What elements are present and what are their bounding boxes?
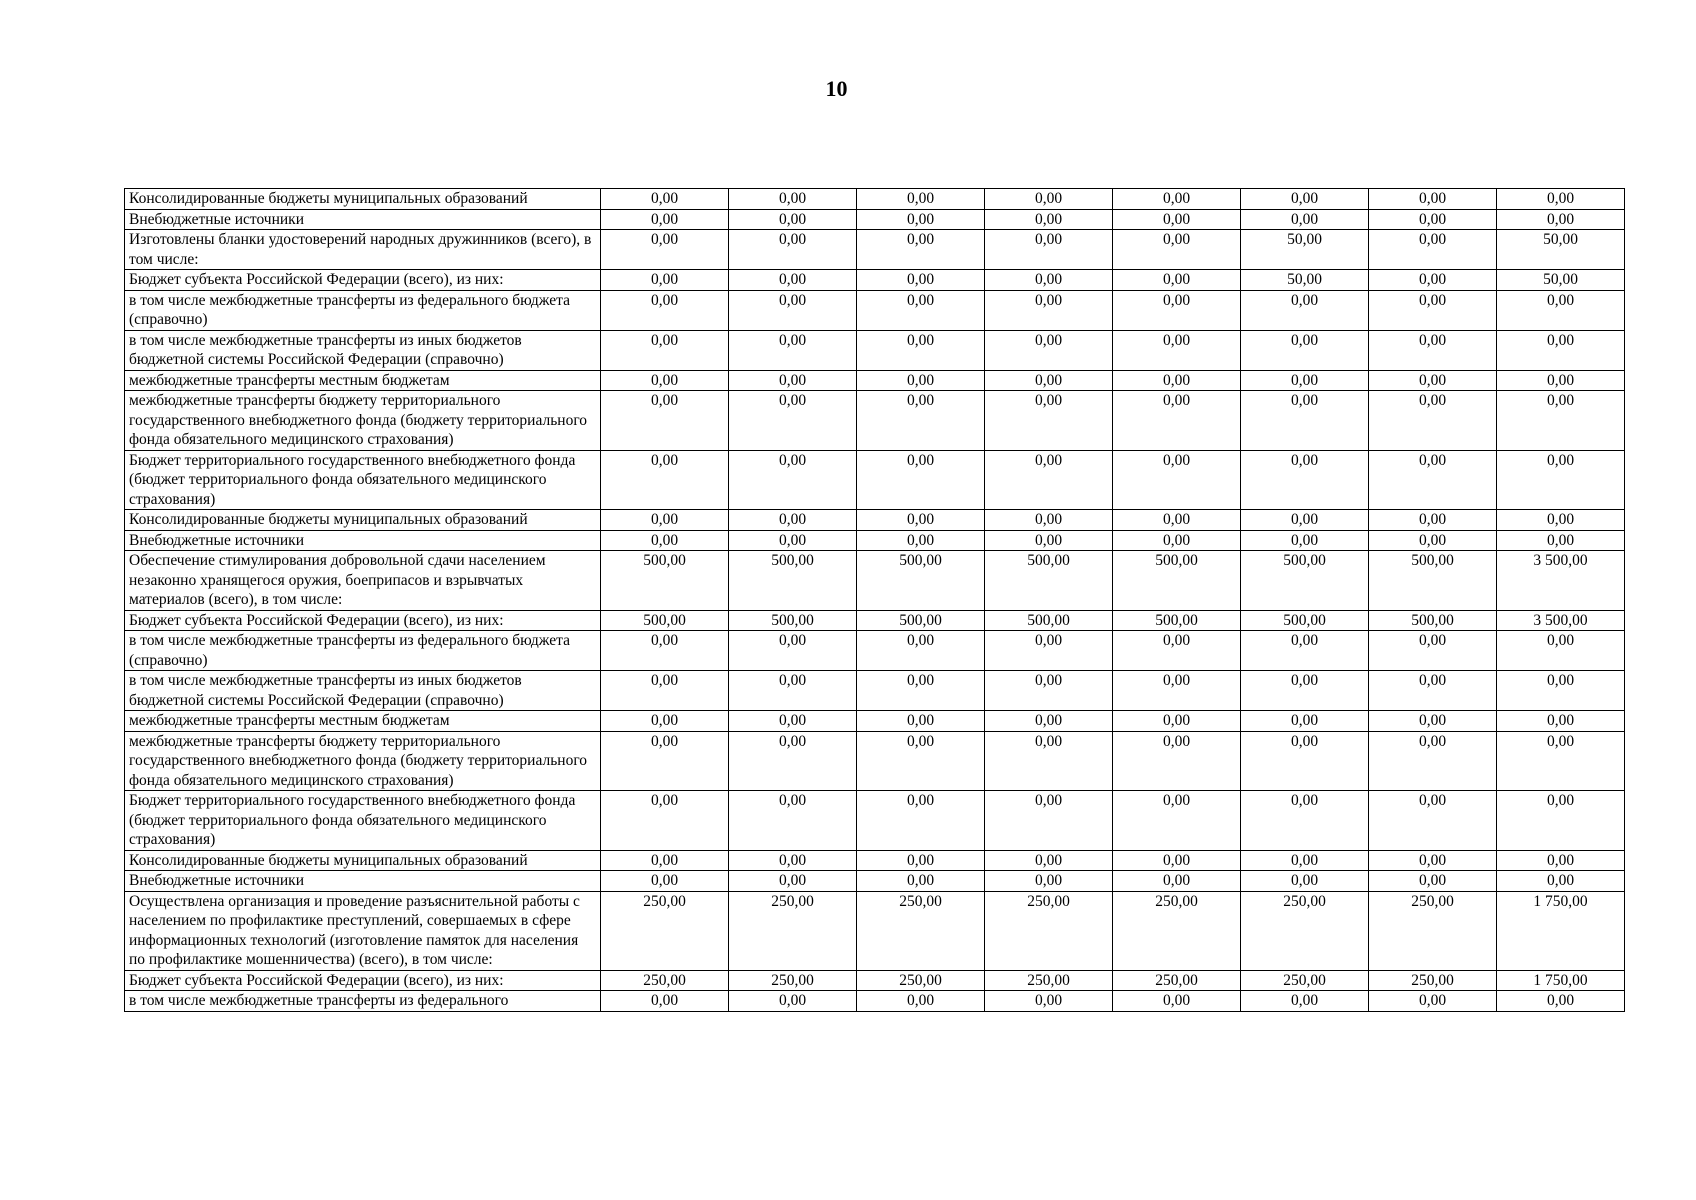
row-label-cell: Консолидированные бюджеты муниципальных образований (125, 510, 601, 531)
value-cell: 500,00 (985, 551, 1113, 611)
row-label-cell: Бюджет субъекта Российской Федерации (всего), из них: (125, 970, 601, 991)
value-cell: 0,00 (1497, 631, 1625, 671)
value-cell: 0,00 (857, 370, 985, 391)
value-cell: 0,00 (985, 370, 1113, 391)
value-cell: 0,00 (1497, 510, 1625, 531)
value-cell: 0,00 (729, 991, 857, 1012)
value-cell: 250,00 (857, 970, 985, 991)
value-cell: 250,00 (729, 970, 857, 991)
value-cell: 0,00 (857, 991, 985, 1012)
value-cell: 0,00 (1113, 510, 1241, 531)
table-row (125, 230, 1625, 270)
value-cell: 0,00 (1497, 530, 1625, 551)
value-cell: 0,00 (985, 671, 1113, 711)
value-cell: 0,00 (857, 731, 985, 791)
row-label-cell: Осуществлена организация и проведение разъяснительной работы с населением по профилактике преступлений, совершаемых в сфере информационных технологий (изготовление памяток для населения по профилактике мошенничества) (всего), в том числе: (125, 891, 601, 970)
value-cell: 0,00 (1241, 850, 1369, 871)
value-cell: 0,00 (857, 850, 985, 871)
value-cell: 0,00 (985, 850, 1113, 871)
value-cell: 250,00 (601, 970, 729, 991)
value-cell: 250,00 (1113, 891, 1241, 970)
value-cell: 0,00 (601, 450, 729, 510)
value-cell: 1 750,00 (1497, 891, 1625, 970)
row-label-cell: Бюджет субъекта Российской Федерации (всего), из них: (125, 610, 601, 631)
value-cell: 250,00 (1113, 970, 1241, 991)
value-cell: 500,00 (985, 610, 1113, 631)
value-cell: 250,00 (985, 970, 1113, 991)
value-cell: 500,00 (729, 610, 857, 631)
row-label-cell: Внебюджетные источники (125, 871, 601, 892)
value-cell: 0,00 (1113, 230, 1241, 270)
value-cell: 0,00 (1369, 631, 1497, 671)
value-cell: 0,00 (1241, 711, 1369, 732)
value-cell: 250,00 (1369, 891, 1497, 970)
value-cell: 0,00 (1497, 711, 1625, 732)
value-cell: 0,00 (1113, 731, 1241, 791)
table-row (125, 970, 1625, 991)
value-cell: 250,00 (857, 891, 985, 970)
value-cell: 0,00 (1113, 871, 1241, 892)
value-cell: 0,00 (985, 871, 1113, 892)
value-cell: 0,00 (729, 631, 857, 671)
value-cell: 0,00 (857, 209, 985, 230)
value-cell: 0,00 (1113, 450, 1241, 510)
row-label-cell: межбюджетные трансферты местным бюджетам (125, 711, 601, 732)
value-cell: 50,00 (1497, 270, 1625, 291)
table-row (125, 189, 1625, 210)
value-cell: 0,00 (1113, 270, 1241, 291)
row-label-cell: Консолидированные бюджеты муниципальных образований (125, 189, 601, 210)
value-cell: 0,00 (1241, 290, 1369, 330)
value-cell: 0,00 (1241, 510, 1369, 531)
row-label-cell: Бюджет территориального государственного внебюджетного фонда (бюджет территориального фонда обязательного медицинского страхования) (125, 450, 601, 510)
value-cell: 0,00 (1497, 991, 1625, 1012)
value-cell: 0,00 (729, 510, 857, 531)
table-row (125, 731, 1625, 791)
value-cell: 0,00 (1369, 370, 1497, 391)
value-cell: 0,00 (1497, 290, 1625, 330)
value-cell: 0,00 (601, 871, 729, 892)
value-cell: 3 500,00 (1497, 610, 1625, 631)
value-cell: 0,00 (1369, 530, 1497, 551)
value-cell: 0,00 (985, 189, 1113, 210)
value-cell: 3 500,00 (1497, 551, 1625, 611)
value-cell: 0,00 (601, 189, 729, 210)
value-cell: 0,00 (729, 290, 857, 330)
value-cell: 0,00 (601, 209, 729, 230)
value-cell: 250,00 (1241, 970, 1369, 991)
value-cell: 0,00 (1113, 850, 1241, 871)
value-cell: 0,00 (857, 391, 985, 451)
value-cell: 0,00 (601, 850, 729, 871)
value-cell: 500,00 (601, 610, 729, 631)
value-cell: 0,00 (729, 671, 857, 711)
value-cell: 0,00 (857, 631, 985, 671)
value-cell: 50,00 (1497, 230, 1625, 270)
value-cell: 0,00 (1241, 370, 1369, 391)
value-cell: 500,00 (1369, 551, 1497, 611)
value-cell: 0,00 (1241, 391, 1369, 451)
value-cell: 0,00 (985, 209, 1113, 230)
value-cell: 0,00 (1497, 850, 1625, 871)
value-cell: 250,00 (985, 891, 1113, 970)
value-cell: 0,00 (1113, 671, 1241, 711)
value-cell: 0,00 (857, 189, 985, 210)
value-cell: 0,00 (857, 871, 985, 892)
value-cell: 0,00 (857, 270, 985, 291)
value-cell: 0,00 (857, 711, 985, 732)
page-number: 10 (825, 76, 848, 101)
value-cell: 500,00 (1241, 610, 1369, 631)
table-row (125, 530, 1625, 551)
value-cell: 0,00 (601, 290, 729, 330)
value-cell: 0,00 (985, 230, 1113, 270)
value-cell: 500,00 (1241, 551, 1369, 611)
value-cell: 0,00 (729, 189, 857, 210)
value-cell: 0,00 (1369, 209, 1497, 230)
value-cell: 250,00 (1369, 970, 1497, 991)
value-cell: 500,00 (601, 551, 729, 611)
value-cell: 0,00 (729, 791, 857, 851)
value-cell: 0,00 (601, 711, 729, 732)
table-row (125, 391, 1625, 451)
table-row (125, 209, 1625, 230)
table-row (125, 711, 1625, 732)
row-label-cell: Консолидированные бюджеты муниципальных образований (125, 850, 601, 871)
value-cell: 0,00 (1369, 450, 1497, 510)
row-label-cell: межбюджетные трансферты бюджету территориального государственного внебюджетного фонда (бюджету территориального фонда обязательного медицинского страхования) (125, 731, 601, 791)
table-row (125, 290, 1625, 330)
value-cell: 0,00 (1497, 450, 1625, 510)
value-cell: 0,00 (1113, 631, 1241, 671)
value-cell: 0,00 (601, 671, 729, 711)
value-cell: 0,00 (1241, 671, 1369, 711)
value-cell: 0,00 (1497, 330, 1625, 370)
value-cell: 0,00 (1497, 791, 1625, 851)
row-label-cell: в том числе межбюджетные трансферты из иных бюджетов бюджетной системы Российской Федерации (справочно) (125, 671, 601, 711)
value-cell: 0,00 (985, 290, 1113, 330)
value-cell: 0,00 (857, 450, 985, 510)
table-row (125, 991, 1625, 1012)
value-cell: 0,00 (729, 450, 857, 510)
value-cell: 0,00 (601, 270, 729, 291)
table-row (125, 850, 1625, 871)
value-cell: 0,00 (1241, 991, 1369, 1012)
budget-table-container (124, 188, 1624, 1012)
row-label-cell: межбюджетные трансферты бюджету территориального государственного внебюджетного фонда (бюджету территориального фонда обязательного медицинского страхования) (125, 391, 601, 451)
value-cell: 0,00 (1113, 370, 1241, 391)
value-cell: 0,00 (1241, 530, 1369, 551)
value-cell: 0,00 (1369, 510, 1497, 531)
value-cell: 0,00 (985, 791, 1113, 851)
value-cell: 0,00 (1369, 671, 1497, 711)
value-cell: 50,00 (1241, 230, 1369, 270)
row-label-cell: Бюджет субъекта Российской Федерации (всего), из них: (125, 270, 601, 291)
value-cell: 0,00 (1369, 230, 1497, 270)
value-cell: 500,00 (857, 610, 985, 631)
value-cell: 0,00 (857, 530, 985, 551)
value-cell: 250,00 (1241, 891, 1369, 970)
table-row (125, 631, 1625, 671)
value-cell: 500,00 (857, 551, 985, 611)
value-cell: 0,00 (1241, 631, 1369, 671)
value-cell: 0,00 (985, 510, 1113, 531)
value-cell: 0,00 (729, 270, 857, 291)
value-cell: 0,00 (729, 330, 857, 370)
value-cell: 0,00 (601, 230, 729, 270)
value-cell: 500,00 (1113, 610, 1241, 631)
value-cell: 0,00 (1369, 290, 1497, 330)
value-cell: 0,00 (729, 530, 857, 551)
value-cell: 0,00 (1241, 209, 1369, 230)
value-cell: 250,00 (601, 891, 729, 970)
value-cell: 0,00 (601, 530, 729, 551)
value-cell: 0,00 (985, 631, 1113, 671)
value-cell: 500,00 (729, 551, 857, 611)
value-cell: 0,00 (1241, 731, 1369, 791)
value-cell: 250,00 (729, 891, 857, 970)
table-row (125, 610, 1625, 631)
value-cell: 0,00 (1369, 871, 1497, 892)
value-cell: 0,00 (1369, 991, 1497, 1012)
value-cell: 0,00 (857, 791, 985, 851)
value-cell: 50,00 (1241, 270, 1369, 291)
value-cell: 500,00 (1369, 610, 1497, 631)
value-cell: 0,00 (1369, 791, 1497, 851)
table-row (125, 891, 1625, 970)
row-label-cell: Внебюджетные источники (125, 209, 601, 230)
value-cell: 0,00 (729, 711, 857, 732)
row-label-cell: межбюджетные трансферты местным бюджетам (125, 370, 601, 391)
row-label-cell: Изготовлены бланки удостоверений народных дружинников (всего), в том числе: (125, 230, 601, 270)
value-cell: 0,00 (601, 370, 729, 391)
value-cell: 0,00 (1113, 791, 1241, 851)
value-cell: 0,00 (1241, 330, 1369, 370)
value-cell: 0,00 (1497, 671, 1625, 711)
value-cell: 0,00 (985, 530, 1113, 551)
value-cell: 0,00 (601, 391, 729, 451)
value-cell: 0,00 (1497, 370, 1625, 391)
value-cell: 0,00 (729, 850, 857, 871)
value-cell: 0,00 (1241, 871, 1369, 892)
row-label-cell: Бюджет территориального государственного внебюджетного фонда (бюджет территориального фонда обязательного медицинского страхования) (125, 791, 601, 851)
value-cell: 0,00 (1113, 991, 1241, 1012)
value-cell: 0,00 (601, 510, 729, 531)
value-cell: 0,00 (857, 290, 985, 330)
value-cell: 0,00 (1369, 711, 1497, 732)
value-cell: 0,00 (1497, 731, 1625, 791)
value-cell: 1 750,00 (1497, 970, 1625, 991)
row-label-cell: в том числе межбюджетные трансферты из иных бюджетов бюджетной системы Российской Федерации (справочно) (125, 330, 601, 370)
value-cell: 0,00 (1497, 189, 1625, 210)
row-label-cell: Обеспечение стимулирования добровольной сдачи населением незаконно хранящегося оружия, боеприпасов и взрывчатых материалов (всего), в том числе: (125, 551, 601, 611)
value-cell: 0,00 (1241, 450, 1369, 510)
value-cell: 0,00 (601, 991, 729, 1012)
value-cell: 500,00 (1113, 551, 1241, 611)
table-row (125, 671, 1625, 711)
value-cell: 0,00 (985, 450, 1113, 510)
value-cell: 0,00 (1369, 850, 1497, 871)
row-label-cell: в том числе межбюджетные трансферты из федерального бюджета (справочно) (125, 290, 601, 330)
value-cell: 0,00 (1369, 270, 1497, 291)
value-cell: 0,00 (985, 270, 1113, 291)
value-cell: 0,00 (729, 731, 857, 791)
value-cell: 0,00 (1241, 189, 1369, 210)
table-row (125, 871, 1625, 892)
budget-table-body (125, 189, 1625, 1012)
table-row (125, 791, 1625, 851)
value-cell: 0,00 (1113, 711, 1241, 732)
value-cell: 0,00 (985, 330, 1113, 370)
row-label-cell: в том числе межбюджетные трансферты из федерального (125, 991, 601, 1012)
value-cell: 0,00 (857, 330, 985, 370)
value-cell: 0,00 (729, 871, 857, 892)
table-row (125, 370, 1625, 391)
value-cell: 0,00 (729, 209, 857, 230)
table-row (125, 450, 1625, 510)
value-cell: 0,00 (857, 230, 985, 270)
value-cell: 0,00 (1497, 871, 1625, 892)
value-cell: 0,00 (729, 370, 857, 391)
value-cell: 0,00 (601, 330, 729, 370)
value-cell: 0,00 (729, 391, 857, 451)
value-cell: 0,00 (601, 631, 729, 671)
budget-table (124, 188, 1625, 1012)
table-row (125, 330, 1625, 370)
value-cell: 0,00 (985, 391, 1113, 451)
value-cell: 0,00 (1113, 189, 1241, 210)
value-cell: 0,00 (601, 731, 729, 791)
value-cell: 0,00 (985, 991, 1113, 1012)
value-cell: 0,00 (985, 731, 1113, 791)
value-cell: 0,00 (729, 230, 857, 270)
table-row (125, 270, 1625, 291)
value-cell: 0,00 (1113, 209, 1241, 230)
value-cell: 0,00 (857, 671, 985, 711)
table-row (125, 551, 1625, 611)
row-label-cell: в том числе межбюджетные трансферты из федерального бюджета (справочно) (125, 631, 601, 671)
value-cell: 0,00 (601, 791, 729, 851)
value-cell: 0,00 (1369, 731, 1497, 791)
value-cell: 0,00 (1497, 209, 1625, 230)
table-row (125, 510, 1625, 531)
value-cell: 0,00 (857, 510, 985, 531)
value-cell: 0,00 (1113, 391, 1241, 451)
row-label-cell: Внебюджетные источники (125, 530, 601, 551)
value-cell: 0,00 (1369, 189, 1497, 210)
value-cell: 0,00 (1113, 330, 1241, 370)
value-cell: 0,00 (985, 711, 1113, 732)
value-cell: 0,00 (1241, 791, 1369, 851)
value-cell: 0,00 (1497, 391, 1625, 451)
value-cell: 0,00 (1113, 290, 1241, 330)
value-cell: 0,00 (1113, 530, 1241, 551)
value-cell: 0,00 (1369, 391, 1497, 451)
value-cell: 0,00 (1369, 330, 1497, 370)
